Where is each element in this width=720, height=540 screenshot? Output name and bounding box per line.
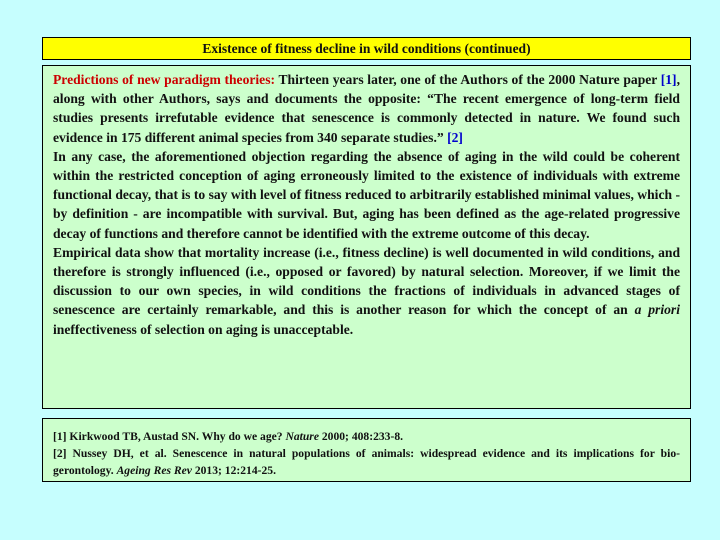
- reference-1-label: [1]: [53, 430, 67, 443]
- citation-link-1[interactable]: [1]: [660, 72, 677, 87]
- reference-2-label: [2]: [53, 447, 67, 461]
- reference-1-tail: 2000; 408:233-8.: [318, 430, 404, 443]
- reference-1-text: Kirkwood TB, Austad SN. Why do we age?: [66, 430, 286, 443]
- reference-2-journal: Ageing Res Rev: [116, 464, 192, 478]
- a-priori-italic: a priori: [634, 302, 680, 318]
- reference-1: [53, 428, 680, 445]
- references-box: [42, 418, 691, 482]
- slide-title: [42, 37, 691, 60]
- empirical-text-1: Empirical data show that mortality increase (i.e., fitness decline) is well documented in wild conditions, and therefore is strongly influenced (i.e., opposed or favored) by natural selection. Moreover, if we limit the discussion to our own species, in wild conditions the fractions of individuals in advanced stages of senescence are certainly remarkable, and this is another reason for which the concept of an: [53, 244, 680, 318]
- predictions-text-2: , along with other Authors, says and documents the opposite: “The recent emergence of long-term field studies presents irrefutable evidence that senescence is commonly detected in nature. We found such evidence in 175 different animal species from 340 separate studies.”: [53, 72, 680, 145]
- predictions-text-1: Thirteen years later, one of the Authors of the 2000 Nature paper: [275, 72, 661, 87]
- paragraph-objection: In any case, the aforementioned objection regarding the absence of aging in the wild could be coherent within the restricted conception of aging erroneously limited to the existence of individuals with extreme functional decay, that is to say with level of fitness reduced to arbitrarily established minimal values, which - by definition - are incompatible with survival. But, aging has been defined as the age-related progressive decay of functions and therefore cannot be identified with the extreme outcome of this decay.: [53, 148, 680, 241]
- citation-link-2[interactable]: [2]: [447, 129, 463, 145]
- reference-2: [53, 445, 680, 479]
- reference-1-journal: Nature: [285, 430, 319, 443]
- empirical-text-2: ineffectiveness of selection on aging is unacceptable.: [53, 321, 354, 337]
- reference-2-tail: 2013; 12:214-25.: [191, 464, 276, 478]
- slide-title-text: Existence of fitness decline in wild conditions (continued): [202, 40, 531, 56]
- main-text-box: [42, 65, 691, 409]
- paragraph-predictions: [53, 70, 680, 147]
- reference-2-text: Nussey DH, et al. Senescence in natural populations of animals: widespread evidence and its implications for bio-gerontology.: [53, 447, 680, 478]
- paragraph-empirical: [53, 243, 680, 339]
- predictions-heading: Predictions of new paradigm theories:: [53, 72, 276, 87]
